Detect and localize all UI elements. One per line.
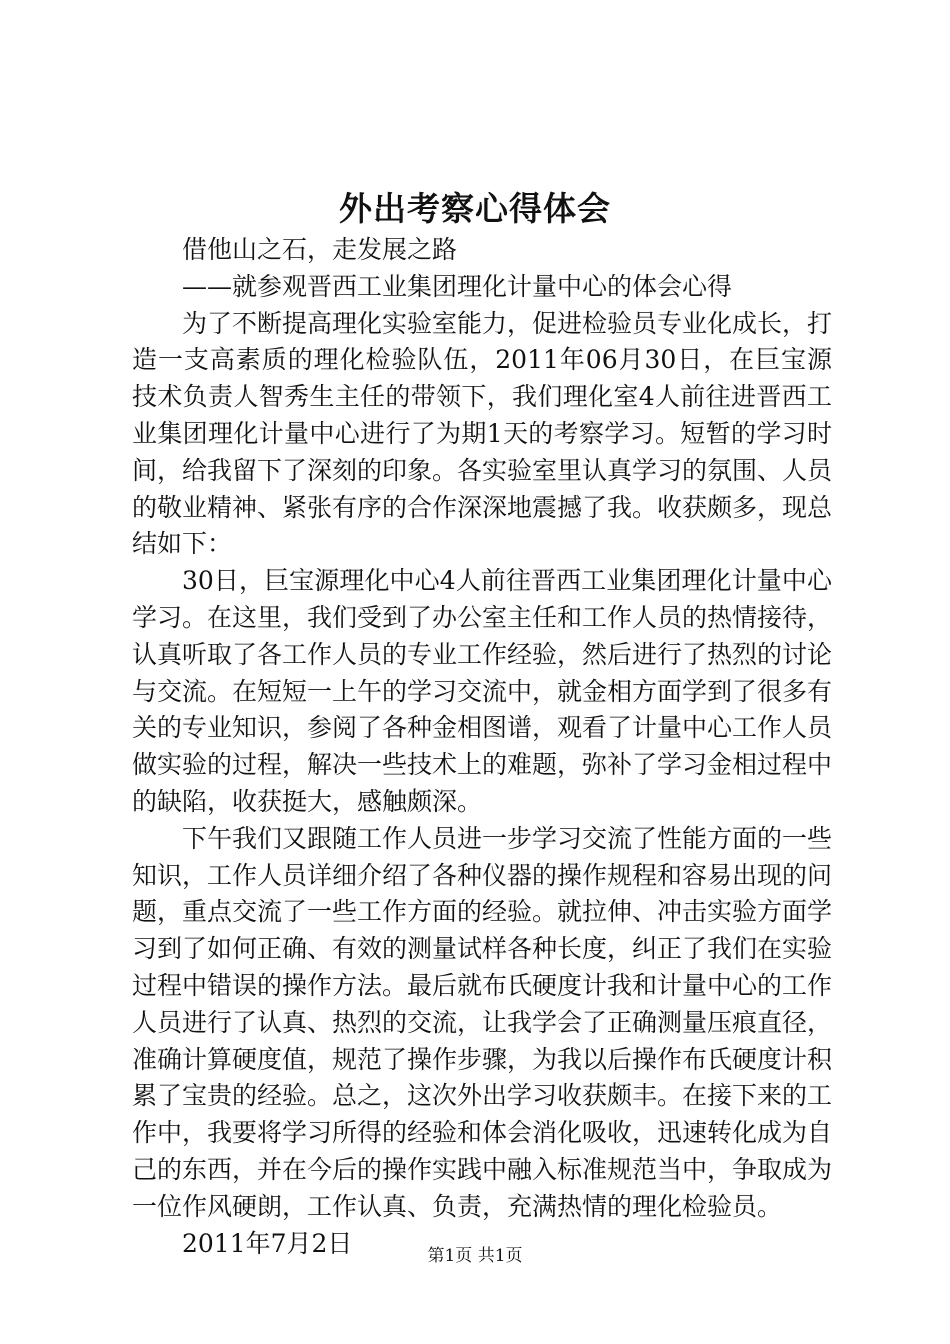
document-title: 外出考察心得体会	[339, 189, 611, 228]
paragraph-2: 30日，巨宝源理化中心4人前往晋西工业集团理化计量中心学习。在这里，我们受到了办公室主任和工作人员的热情接待，认真听取了各工作人员的专业工作经验，然后进行了热烈的讨论与交流。在短短一上午的学习交流中，就金相方面学到了很多有关的专业知识，参阅了各种金相图谱，观看了计量中心工作人员做实验的过程，解决一些技术上的难题，弥补了学习金相过程中的缺陷，收获挺大，感触颇深。	[132, 566, 833, 816]
subtitle-line: 借他山之石，走发展之路	[182, 235, 458, 264]
paragraph-1: 为了不断提高理化实验室能力，促进检验员专业化成长，打造一支高素质的理化检验队伍，2011年06月30日，在巨宝源技术负责人智秀生主任的带领下，我们理化室4人前往进晋西工业集团理化计量中心进行了为期1天的考察学习。短暂的学习时间，给我留下了深刻的印象。各实验室里认真学习的氛围、人员的敬业精神、紧张有序的合作深深地震撼了我。收获颇多，现总结如下：	[132, 308, 833, 559]
page-footer: 第1页 共1页	[427, 1246, 523, 1266]
subheading-line: ——就参观晋西工业集团理化计量中心的体会心得	[182, 271, 733, 301]
paragraph-3: 下午我们又跟随工作人员进一步学习交流了性能方面的一些知识，工作人员详细介绍了各种仪器的操作规程和容易出现的问题，重点交流了一些工作方面的经验。就拉伸、冲击实验方面学习到了如何正确、有效的测量试样各种长度，纠正了我们在实验过程中错误的操作方法。最后就布氏硬度计我和计量中心的工作人员进行了认真、热烈的交流，让我学会了正确测量压痕直径，准确计算硬度值，规范了操作步骤，为我以后操作布氏硬度计积累了宝贵的经验。总之，这次外出学习收获颇丰。在接下来的工作中，我要将学习所得的经验和体会消化吸收，迅速转化成为自己的东西，并在今后的操作实践中融入标准规范当中，争取成为一位作风硬朗，工作认真、负责，充满热情的理化检验员。	[132, 823, 833, 1221]
document-body	[132, 232, 832, 1262]
document-date: 2011年7月2日	[182, 1228, 353, 1258]
